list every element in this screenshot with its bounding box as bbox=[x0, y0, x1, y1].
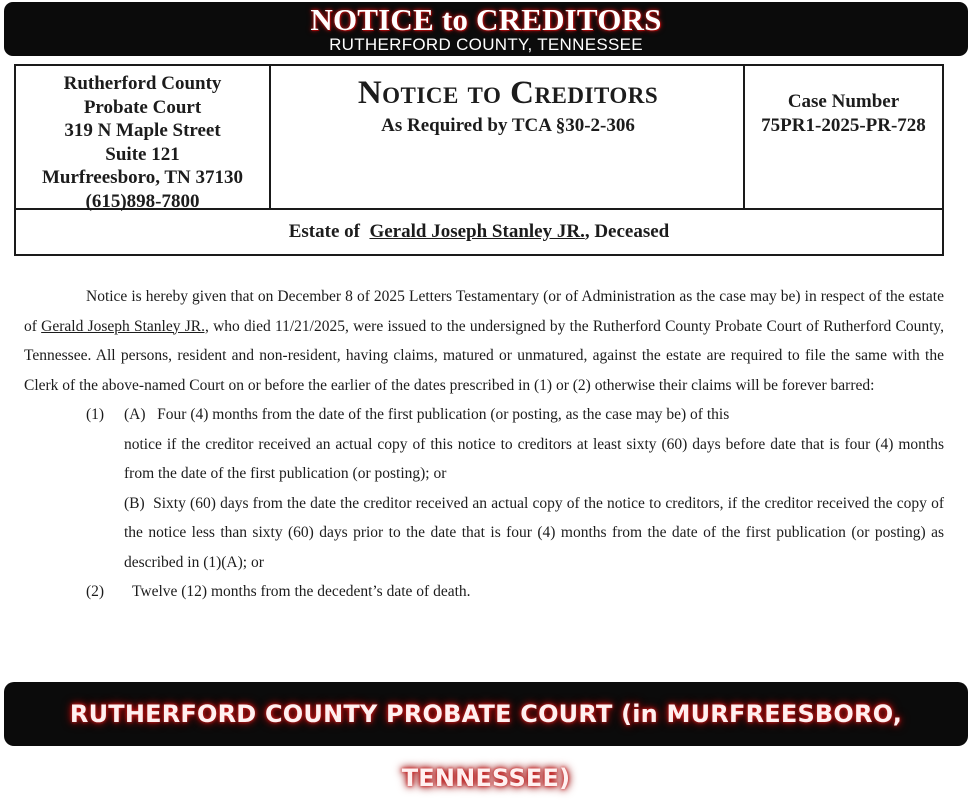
banner-title: NOTICE to CREDITORS bbox=[310, 2, 662, 37]
item-1a-first-text: Four (4) months from the date of the first publication (or posting, as the case may be) of this bbox=[157, 406, 730, 423]
item-1a-label: (A) bbox=[124, 406, 146, 423]
notice-body bbox=[24, 282, 944, 607]
footer-banner bbox=[4, 682, 968, 792]
court-name-line1: Rutherford County bbox=[63, 73, 222, 94]
item-1a-first-line bbox=[24, 400, 944, 430]
item-1a-continuation: notice if the creditor received an actual copy of this notice to creditors at least sixty (60) days before date that is four (4) months from the date of the first publication (or posting); or bbox=[124, 435, 944, 482]
banner-subtitle: RUTHERFORD COUNTY, TENNESSEE bbox=[329, 35, 643, 54]
notice-header-table bbox=[14, 64, 944, 210]
notice-title: Notice to Creditors bbox=[357, 75, 659, 111]
notice-paragraph bbox=[24, 282, 944, 400]
item-1b-text: Sixty (60) days from the date the creditor received an actual copy of the notice to creditors, if the creditor received the copy of the notice less than sixty (60) days prior to the date that is four (4) months from the date of the first publication (or posting) as described in (1)(A); or bbox=[124, 494, 945, 571]
paragraph-text-b: who died 11/21/2025, were issued to the undersigned by the Rutherford County Probate Court of Rutherford County, Tennessee. All persons, resident and non-resident, having claims, matured or unmatured, against the estate are required to file the same with the Clerk of the above-named Court on or before the earlier of the dates prescribed in (1) or (2) otherwise their claims will be forever barred: bbox=[24, 317, 944, 394]
court-suite: Suite 121 bbox=[105, 143, 180, 165]
estate-decedent-name: Gerald Joseph Stanley JR. bbox=[369, 221, 585, 242]
footer-text: RUTHERFORD COUNTY PROBATE COURT (in MURFREESBORO, TENNESSEE) bbox=[69, 700, 903, 792]
paragraph-decedent-name: Gerald Joseph Stanley JR., bbox=[41, 317, 209, 335]
court-phone: (615)898-7800 bbox=[85, 190, 200, 212]
court-address-block bbox=[16, 66, 271, 212]
court-city: Murfreesboro, TN 37130 bbox=[41, 167, 244, 188]
estate-row bbox=[14, 210, 944, 256]
item-2 bbox=[24, 577, 944, 607]
case-number-value: 75PR1-2025-PR-728 bbox=[761, 115, 926, 136]
notice-statute: As Required by TCA §30-2-306 bbox=[381, 115, 635, 136]
top-banner bbox=[4, 2, 968, 56]
item-1b bbox=[24, 489, 944, 578]
item-2-text: Twelve (12) months from the decedent’s date of death. bbox=[132, 583, 471, 600]
notice-title-block bbox=[273, 66, 743, 208]
estate-suffix: , Deceased bbox=[584, 221, 670, 242]
item-2-number: (2) bbox=[86, 583, 105, 600]
court-street: 319 N Maple Street bbox=[64, 120, 221, 141]
court-name-line2: Probate Court bbox=[83, 96, 202, 118]
estate-prefix: Estate of bbox=[288, 221, 360, 242]
paragraph-text-a: Notice is hereby given that on December 8 of 2025 Letters Testamentary (or of Administration as the case may be) in respect of the estate of bbox=[24, 288, 944, 335]
item-1-number: (1) bbox=[86, 406, 105, 423]
case-number-label: Case Number bbox=[787, 91, 900, 112]
case-number-block bbox=[743, 66, 942, 208]
item-1b-label: (B) bbox=[124, 494, 145, 512]
